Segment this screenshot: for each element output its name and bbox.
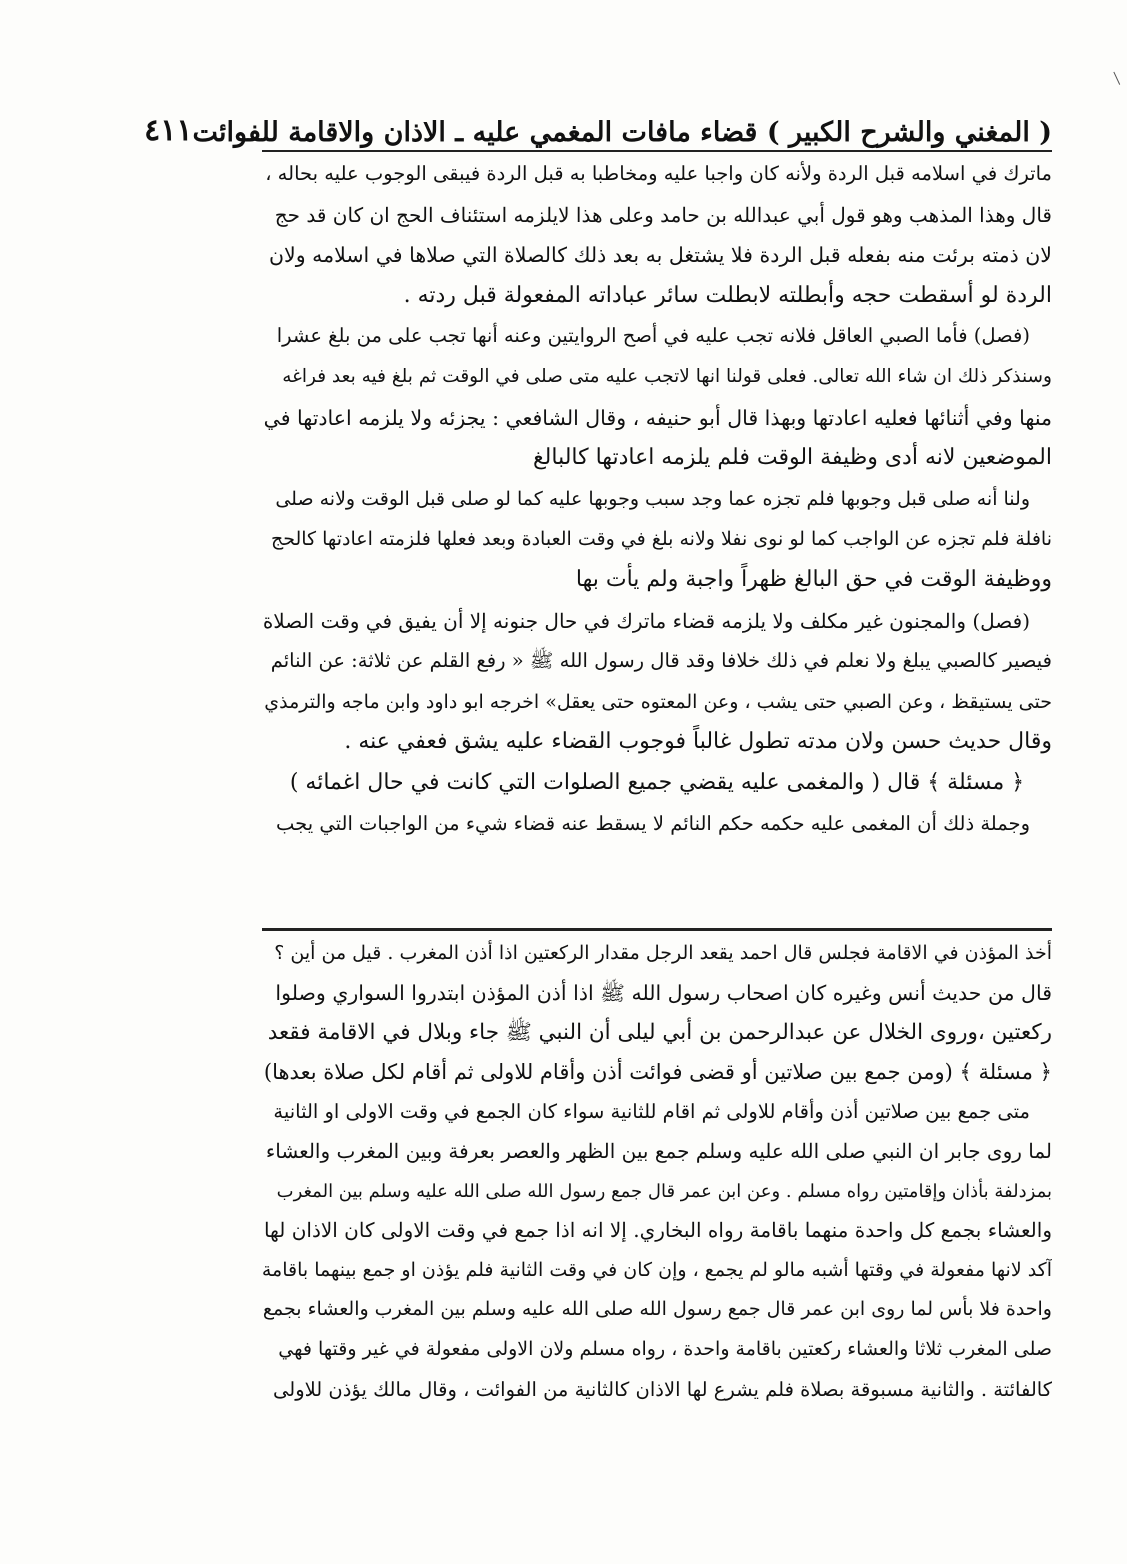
main-line: فيصير كالصبي يبلغ ولا نعلم في ذلك خلافا وقد قال رسول الله ﷺ « رفع القلم عن ثلاثة: عن النائم [270,649,1052,673]
section-divider [262,928,1052,931]
lower-line: ﴿ مسئلة ﴾ (ومن جمع بين صلاتين أو قضى فوائت أذن وأقام للاولى ثم أقام لكل صلاة بعدها) [263,1059,1052,1084]
lower-line: بمزدلفة بأذان وإقامتين رواه مسلم . وعن ابن عمر قال جمع رسول الله صلى الله عليه وسلم بين المغرب [276,1180,1052,1202]
main-line: نافلة فلم تجزه عن الواجب كما لو نوى نفلا ولانه بلغ في وقت العبادة وبعد فعلها فلزمته اعادتها كالحج [270,528,1052,551]
main-line: وقال حديث حسن ولان مدته تطول غالباً فوجوب القضاء عليه يشق فعفي عنه . [344,729,1052,755]
main-line: الردة لو أسقطت حجه وأبطلته لابطلت سائر عباداته المفعولة قبل ردته . [403,282,1052,308]
scan-mark [1113,69,1125,85]
main-line: وسنذكر ذلك ان شاء الله تعالى. فعلى قولنا انها لاتجب عليه متى صلى في الوقت ثم بلغ فيه بعد فراغه [282,365,1052,387]
main-line: ماترك في اسلامه قبل الردة ولأنه كان واجبا عليه ومخاطبا به قبل الردة فيبقى الوجوب عليه بحاله ، [265,162,1052,185]
main-line: الموضعين لانه أدى وظيفة الوقت فلم يلزمه اعادتها كالبالغ [532,445,1052,471]
lower-line: واحدة فلا بأس لما روى ابن عمر قال جمع رسول الله صلى الله عليه وسلم بين المغرب والعشاء بجمع [262,1298,1052,1321]
main-line: قال وهذا المذهب وهو قول أبي عبدالله بن حامد وعلى هذا لايلزمه استئناف الحج ان كان قد حج [274,202,1052,227]
lower-line: صلى المغرب ثلاثا والعشاء ركعتين باقامة واحدة ، رواه مسلم ولان الاولى مفعولة في غير وقتها فهي [278,1337,1052,1360]
main-line: لان ذمته برئت منه بفعله قبل الردة فلا يشتغل به بعد ذلك كالصلاة التي صلاها في اسلامه ولان [268,243,1052,268]
page-number: ٤١١ [144,113,193,148]
lower-text [262,934,1052,1409]
header-title: ( المغني والشرح الكبير ) قضاء مافات المغمي عليه ـ الاذان والاقامة للفوائت [192,117,1052,148]
main-line: ووظيفة الوقت في حق البالغ ظهراً واجبة ولم يأت بها [575,566,1052,592]
main-line: وجملة ذلك أن المغمى عليه حكمه حكم النائم لا يسقط عنه قضاء شيء من الواجبات التي يجب [276,811,1030,835]
main-line: ولنا أنه صلى قبل وجوبها فلم تجزه عما وجد سبب وجوبها عليه كما لو صلى قبل الوقت ولانه صلى [275,487,1030,510]
lower-line: آكد لانها مفعولة في وقتها أشبه مالو لم يجمع ، وإن كان في وقت الثانية فلم يؤذن او جمع بينهما باقامة [262,1258,1052,1281]
header-rule [262,150,1052,152]
main-text [262,154,1052,844]
lower-line: أخذ المؤذن في الاقامة فجلس قال احمد يقعد الرجل مقدار الركعتين اذا أذن المغرب . قيل من أين ؟ [274,942,1052,964]
main-line: حتى يستيقظ ، وعن الصبي حتى يشب ، وعن المعتوه حتى يعقل» اخرجه ابو داود وابن ماجه والترمذي [264,690,1052,713]
main-line: (فصل) فأما الصبي العاقل فلانه تجب عليه في أصح الروايتين وعنه أنها تجب على من بلغ عشرا [276,324,1030,348]
main-line: منها وفي أثنائها فعليه اعادتها وبهذا قال أبو حنيفه ، وقال الشافعي : يجزئه ولا يلزمه اعادتها في [263,405,1052,430]
lower-line: والعشاء بجمع كل واحدة منهما باقامة رواه البخاري. إلا انه اذا جمع في وقت الاولى كان الاذان لها [263,1218,1052,1243]
lower-line: قال من حديث أنس وغيره كان اصحاب رسول الله ﷺ اذا أذن المؤذن ابتدروا السواري وصلوا [275,980,1052,1005]
lower-line: لما روى جابر ان النبي صلى الله عليه وسلم جمع بين الظهر والعصر بعرفة وبين المغرب والعشاء [265,1138,1052,1163]
running-header [144,104,1052,148]
lower-line: ركعتين ،وروى الخلال عن عبدالرحمن بن أبي ليلى أن النبي ﷺ جاء وبلال في الاقامة فقعد [267,1020,1052,1046]
main-line: ﴿ مسئلة ﴾ قال ( والمغمى عليه يقضي جميع الصلوات التي كانت في حال اغمائه ) [289,769,1025,795]
lower-line: متى جمع بين صلاتين أذن وأقام للاولى ثم اقام للثانية سواء كان الجمع في وقت الاولى او الثانية [273,1100,1030,1124]
main-line: (فصل) والمجنون غير مكلف ولا يلزمه قضاء ماترك في حال جنونه إلا أن يفيق في وقت الصلاة [262,608,1030,633]
lower-line: كالفائتة . والثانية مسبوقة بصلاة فلم يشرع لها الاذان كالثانية من الفوائت ، وقال مالك يؤذن للاولى [273,1377,1052,1401]
